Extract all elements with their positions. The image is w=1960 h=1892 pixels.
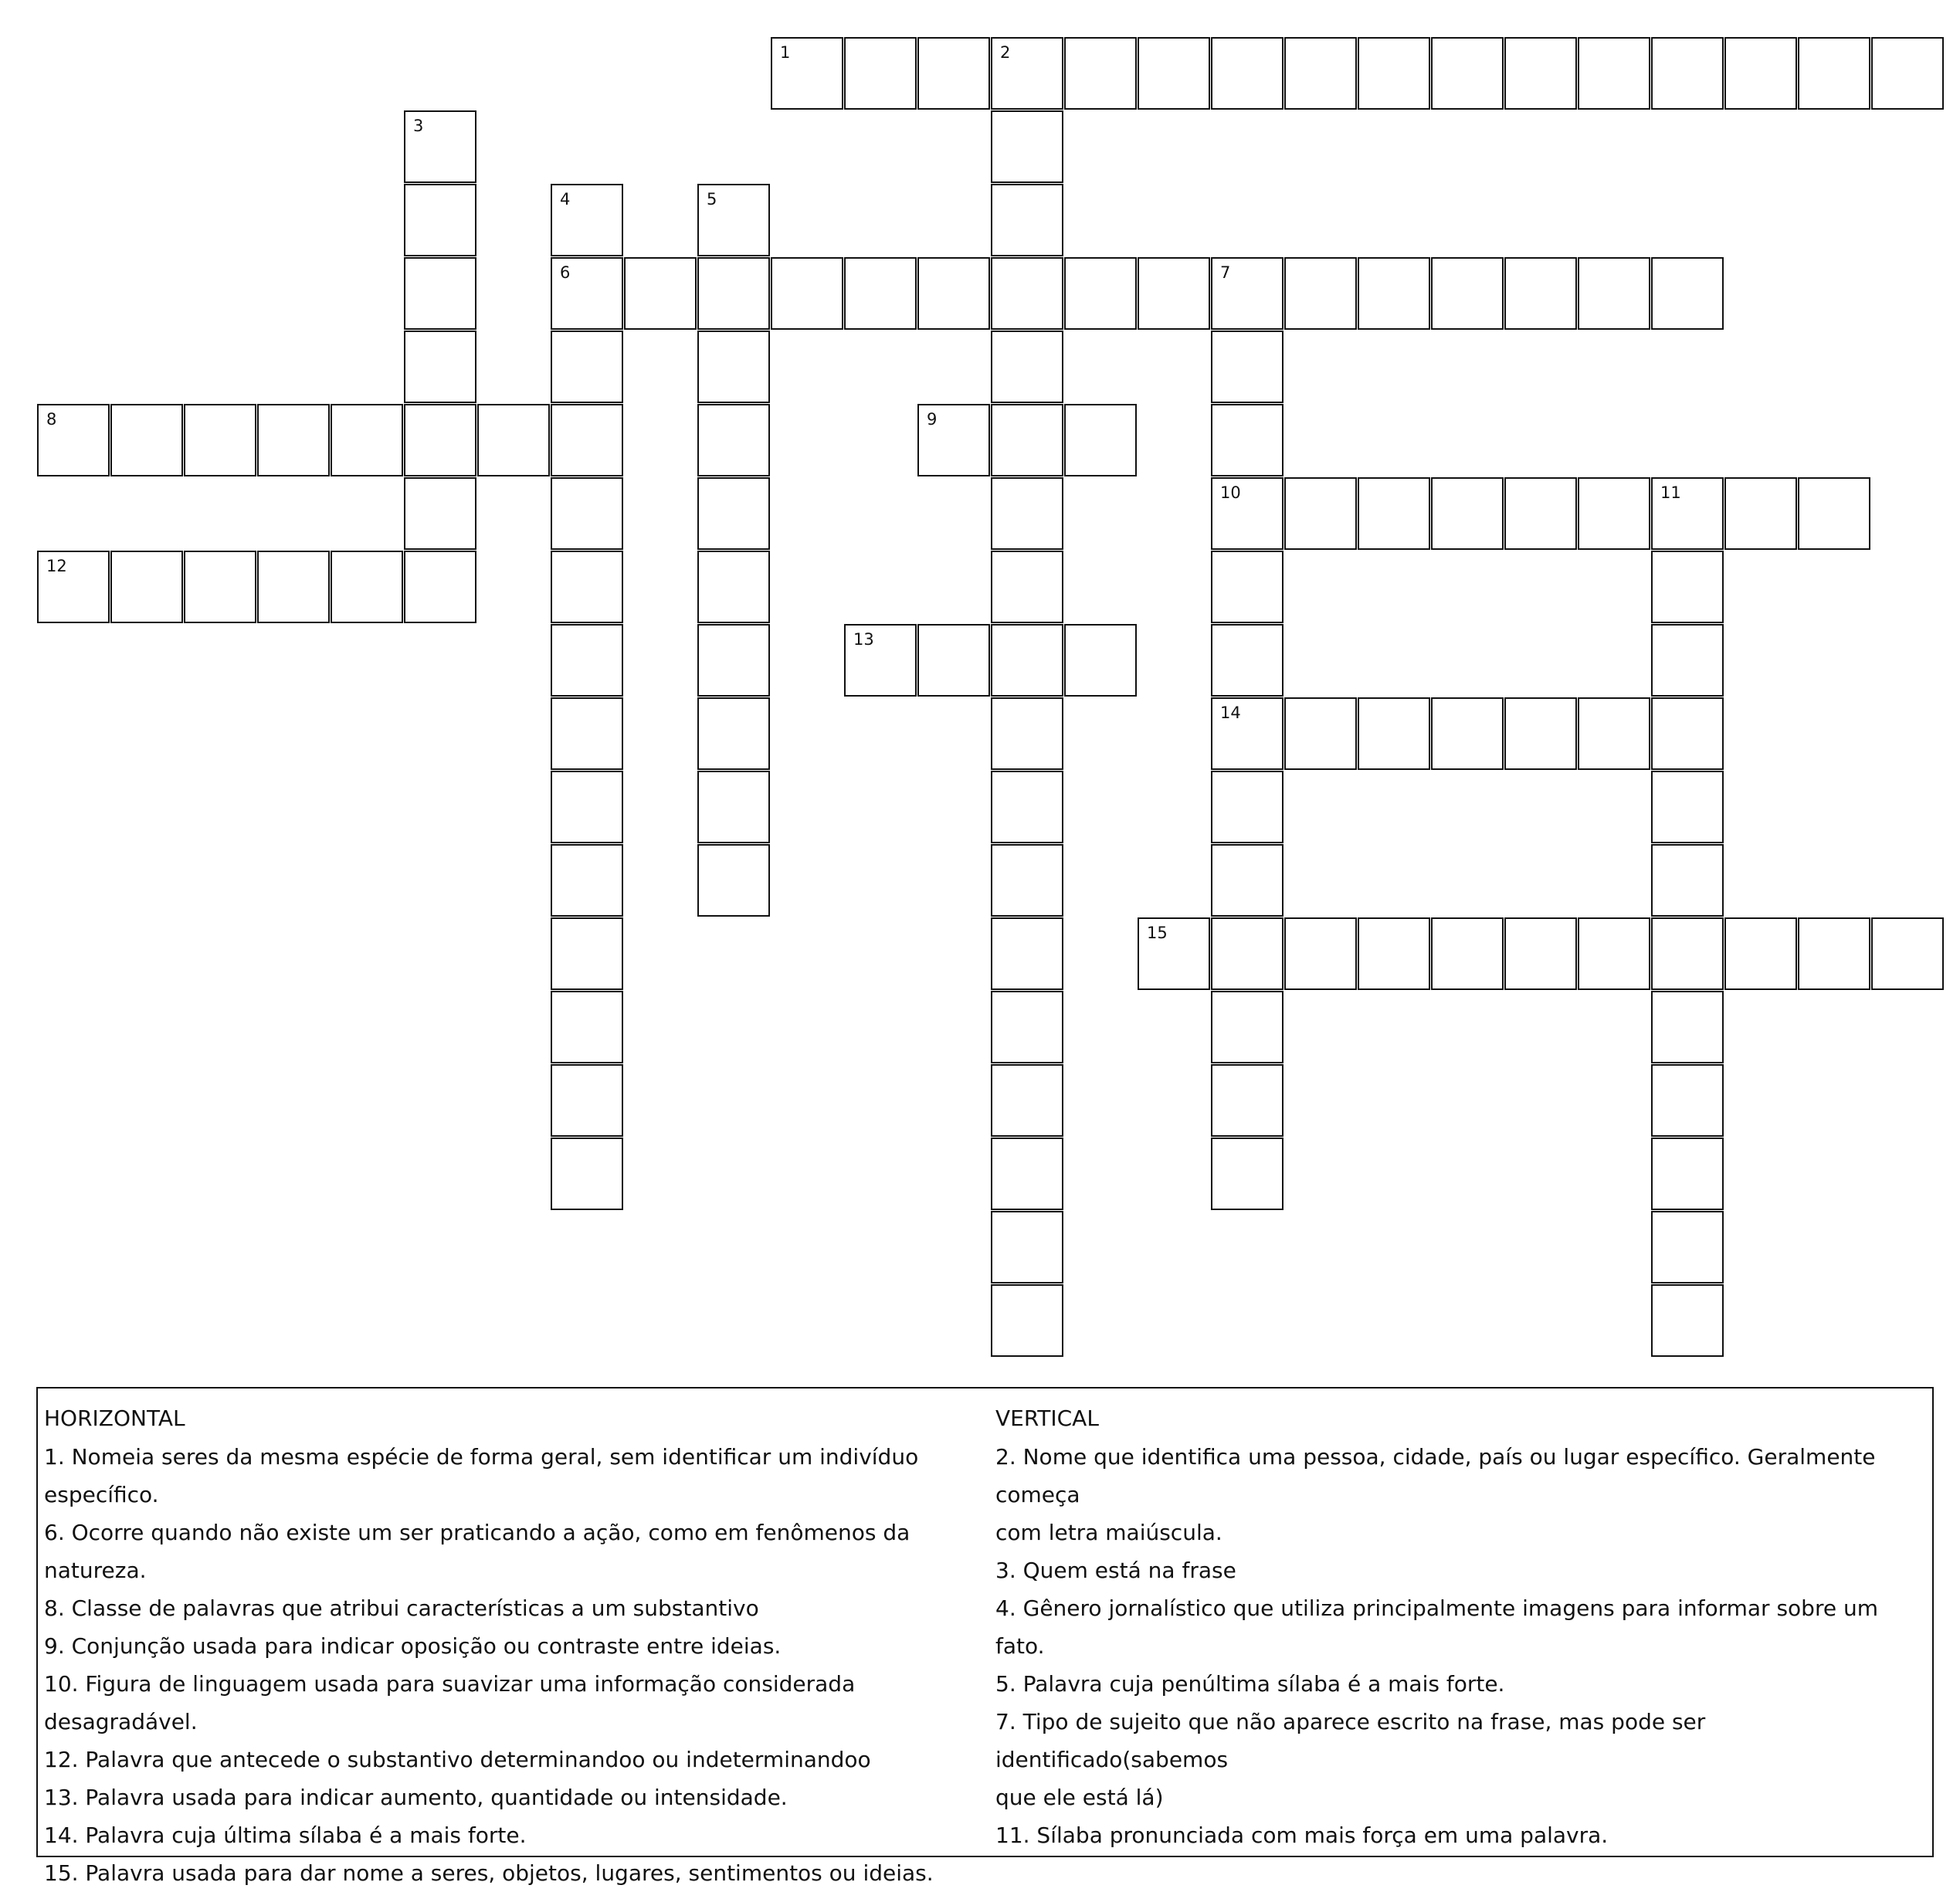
grid-cell[interactable] [771, 257, 843, 330]
grid-cell[interactable] [551, 477, 623, 550]
grid-cell[interactable] [991, 1064, 1063, 1137]
grid-cell[interactable] [1431, 477, 1504, 550]
grid-cell[interactable] [697, 551, 770, 623]
grid-cell[interactable] [1211, 331, 1283, 403]
clue-line: 3. Quem está na frase [995, 1558, 1236, 1583]
grid-cell[interactable] [1651, 917, 1724, 990]
grid-cell[interactable] [551, 404, 623, 476]
clue-line: 5. Palavra cuja penúltima sílaba é a mais forte. [995, 1671, 1505, 1697]
grid-cell[interactable] [1504, 697, 1577, 770]
grid-cell[interactable] [1651, 771, 1724, 843]
grid-cell[interactable] [1211, 1138, 1283, 1210]
grid-cell[interactable] [1504, 477, 1577, 550]
grid-cell[interactable] [1358, 917, 1430, 990]
grid-cell[interactable] [1651, 991, 1724, 1063]
grid-cell[interactable] [991, 991, 1063, 1063]
grid-cell[interactable] [1578, 697, 1650, 770]
grid-cell[interactable] [1284, 257, 1357, 330]
grid-cell[interactable] [551, 917, 623, 990]
grid-cell[interactable] [37, 551, 110, 623]
grid-cell[interactable] [1651, 257, 1724, 330]
grid-cell[interactable] [1871, 37, 1944, 110]
grid-cell[interactable] [1211, 404, 1283, 476]
grid-cell[interactable] [1064, 624, 1137, 697]
grid-cell[interactable] [1651, 1284, 1724, 1357]
grid-cell[interactable] [917, 624, 990, 697]
grid-cell[interactable] [551, 771, 623, 843]
grid-cell[interactable] [1358, 37, 1430, 110]
clue-line: 7. Tipo de sujeito que não aparece escrito na frase, mas pode ser identificado(sabemos [995, 1709, 1706, 1772]
grid-cell[interactable] [184, 551, 256, 623]
grid-cell[interactable] [697, 184, 770, 256]
grid-cell[interactable] [697, 771, 770, 843]
clue-number: 15 [1147, 924, 1168, 942]
grid-cell[interactable] [1211, 37, 1283, 110]
grid-cell[interactable] [991, 1284, 1063, 1357]
grid-cell[interactable] [991, 771, 1063, 843]
grid-cell[interactable] [257, 551, 330, 623]
clue-number: 4 [560, 190, 571, 209]
grid-cell[interactable] [991, 477, 1063, 550]
grid-cell[interactable] [184, 404, 256, 476]
grid-cell[interactable] [1211, 917, 1283, 990]
grid-cell[interactable] [1578, 917, 1650, 990]
grid-cell[interactable] [551, 844, 623, 917]
grid-cell[interactable] [404, 184, 476, 256]
grid-cell[interactable] [1578, 37, 1650, 110]
grid-cell[interactable] [991, 110, 1063, 183]
clue-number: 8 [46, 410, 57, 429]
clues-panel [36, 1387, 1934, 1886]
grid-cell[interactable] [257, 404, 330, 476]
grid-cell[interactable] [551, 551, 623, 623]
grid-cell[interactable] [1871, 917, 1944, 990]
grid-cell[interactable] [1211, 771, 1283, 843]
down-clues [995, 1399, 1922, 1854]
grid-cell[interactable] [991, 844, 1063, 917]
grid-cell[interactable] [991, 257, 1063, 330]
grid-cell[interactable] [697, 624, 770, 697]
grid-cell[interactable] [917, 257, 990, 330]
grid-cell[interactable] [551, 697, 623, 770]
grid-cell[interactable] [1064, 37, 1137, 110]
grid-cell[interactable] [1211, 257, 1283, 330]
grid-cell[interactable] [1724, 37, 1797, 110]
grid-cell[interactable] [1798, 917, 1870, 990]
clue-number: 9 [927, 410, 938, 429]
grid-cell[interactable] [1064, 404, 1137, 476]
grid-cell[interactable] [844, 624, 917, 697]
grid-cell[interactable] [477, 404, 550, 476]
grid-cell[interactable] [1211, 991, 1283, 1063]
grid-cell[interactable] [1651, 1211, 1724, 1283]
grid-cell[interactable] [1138, 257, 1210, 330]
grid-cell[interactable] [697, 331, 770, 403]
grid-cell[interactable] [844, 257, 917, 330]
grid-cell[interactable] [1284, 697, 1357, 770]
grid-cell[interactable] [1284, 477, 1357, 550]
clue-line: 9. Conjunção usada para indicar oposição ou contraste entre ideias. [44, 1633, 782, 1659]
grid-cell[interactable] [1358, 257, 1430, 330]
grid-cell[interactable] [331, 404, 403, 476]
grid-cell[interactable] [1504, 917, 1577, 990]
clue-number: 7 [1220, 263, 1231, 282]
grid-cell[interactable] [110, 551, 183, 623]
grid-cell[interactable] [1431, 37, 1504, 110]
clue-line: 15. Palavra usada para dar nome a seres, objetos, lugares, sentimentos ou ideias. [44, 1860, 934, 1886]
clue-number: 1 [780, 43, 791, 62]
grid-cell[interactable] [1211, 1064, 1283, 1137]
grid-cell[interactable] [991, 404, 1063, 476]
clue-line: 13. Palavra usada para indicar aumento, quantidade ou intensidade. [44, 1785, 788, 1810]
clue-line: 11. Sílaba pronunciada com mais força em uma palavra. [995, 1822, 1609, 1848]
clue-line: 1. Nomeia seres da mesma espécie de forma geral, sem identificar um indivíduo [44, 1444, 919, 1470]
grid-cell[interactable] [991, 37, 1063, 110]
clue-number: 5 [707, 190, 717, 209]
grid-cell[interactable] [1504, 257, 1577, 330]
grid-cell[interactable] [697, 404, 770, 476]
clue-number: 10 [1220, 483, 1241, 502]
grid-cell[interactable] [37, 404, 110, 476]
grid-cell[interactable] [991, 1211, 1063, 1283]
grid-cell[interactable] [1138, 917, 1210, 990]
grid-cell[interactable] [551, 331, 623, 403]
grid-cell[interactable] [1651, 551, 1724, 623]
clue-number: 2 [1000, 43, 1011, 62]
grid-cell[interactable] [991, 551, 1063, 623]
clue-line: 2. Nome que identifica uma pessoa, cidade, país ou lugar específico. Geralmente começa [995, 1444, 1876, 1507]
grid-cell[interactable] [404, 477, 476, 550]
grid-cell[interactable] [1651, 844, 1724, 917]
grid-cell[interactable] [1358, 697, 1430, 770]
grid-cell[interactable] [991, 331, 1063, 403]
grid-cell[interactable] [1284, 917, 1357, 990]
grid-cell[interactable] [1651, 697, 1724, 770]
grid-cell[interactable] [1211, 697, 1283, 770]
grid-cell[interactable] [1211, 844, 1283, 917]
clue-line: que ele está lá) [995, 1785, 1164, 1810]
clue-number: 11 [1660, 483, 1681, 502]
grid-cell[interactable] [404, 404, 476, 476]
grid-cell[interactable] [917, 37, 990, 110]
clue-number: 12 [46, 557, 67, 575]
grid-cell[interactable] [1431, 697, 1504, 770]
clue-line: 8. Classe de palavras que atribui características a um substantivo [44, 1595, 759, 1621]
grid-cell[interactable] [1651, 624, 1724, 697]
grid-cell[interactable] [1798, 477, 1870, 550]
grid-cell[interactable] [404, 257, 476, 330]
grid-cell[interactable] [991, 917, 1063, 990]
grid-cell[interactable] [1284, 37, 1357, 110]
clue-line: 10. Figura de linguagem usada para suavizar uma informação considerada desagradável. [44, 1671, 856, 1734]
grid-cell[interactable] [697, 697, 770, 770]
grid-cell[interactable] [991, 184, 1063, 256]
clue-line: 4. Gênero jornalístico que utiliza principalmente imagens para informar sobre um fato. [995, 1595, 1878, 1659]
clue-line: 14. Palavra cuja última sílaba é a mais forte. [44, 1822, 527, 1848]
grid-cell[interactable] [1211, 624, 1283, 697]
grid-cell[interactable] [1651, 37, 1724, 110]
grid-cell[interactable] [1724, 917, 1797, 990]
grid-cell[interactable] [844, 37, 917, 110]
grid-cell[interactable] [1064, 257, 1137, 330]
grid-cell[interactable] [551, 624, 623, 697]
grid-cell[interactable] [404, 110, 476, 183]
grid-cell[interactable] [1211, 551, 1283, 623]
clue-line: com letra maiúscula. [995, 1520, 1222, 1545]
grid-cell[interactable] [1138, 37, 1210, 110]
grid-cell[interactable] [551, 991, 623, 1063]
grid-cell[interactable] [991, 624, 1063, 697]
grid-cell[interactable] [404, 331, 476, 403]
across-title: HORIZONTAL [44, 1405, 185, 1431]
grid-cell[interactable] [551, 184, 623, 256]
grid-cell[interactable] [1798, 37, 1870, 110]
grid-cell[interactable] [991, 1138, 1063, 1210]
grid-cell[interactable] [331, 551, 403, 623]
grid-cell[interactable] [697, 257, 770, 330]
clue-number: 14 [1220, 704, 1241, 722]
grid-cell[interactable] [697, 844, 770, 917]
grid-cell[interactable] [1504, 37, 1577, 110]
grid-cell[interactable] [1211, 477, 1283, 550]
clue-number: 3 [413, 117, 424, 135]
grid-cell[interactable] [1578, 477, 1650, 550]
clue-line: 12. Palavra que antecede o substantivo determinandoo ou indeterminandoo [44, 1747, 871, 1772]
grid-cell[interactable] [1724, 477, 1797, 550]
grid-cell[interactable] [110, 404, 183, 476]
grid-cell[interactable] [404, 551, 476, 623]
grid-cell[interactable] [991, 697, 1063, 770]
grid-cell[interactable] [1358, 477, 1430, 550]
grid-cell[interactable] [771, 37, 843, 110]
grid-cell[interactable] [551, 1138, 623, 1210]
clue-number: 13 [853, 630, 874, 649]
across-clues [44, 1399, 986, 1892]
grid-cell[interactable] [551, 257, 623, 330]
clue-line: 6. Ocorre quando não existe um ser praticando a ação, como em fenômenos da natureza. [44, 1520, 910, 1583]
grid-cell[interactable] [1431, 257, 1504, 330]
clue-line: específico. [44, 1482, 159, 1507]
grid-cell[interactable] [1651, 1064, 1724, 1137]
down-title: VERTICAL [995, 1405, 1099, 1431]
grid-cell[interactable] [551, 1064, 623, 1137]
grid-cell[interactable] [1651, 1138, 1724, 1210]
clue-number: 6 [560, 263, 571, 282]
grid-cell[interactable] [1431, 917, 1504, 990]
grid-cell[interactable] [697, 477, 770, 550]
grid-cell[interactable] [917, 404, 990, 476]
grid-cell[interactable] [624, 257, 697, 330]
grid-cell[interactable] [1651, 477, 1724, 550]
grid-cell[interactable] [1578, 257, 1650, 330]
